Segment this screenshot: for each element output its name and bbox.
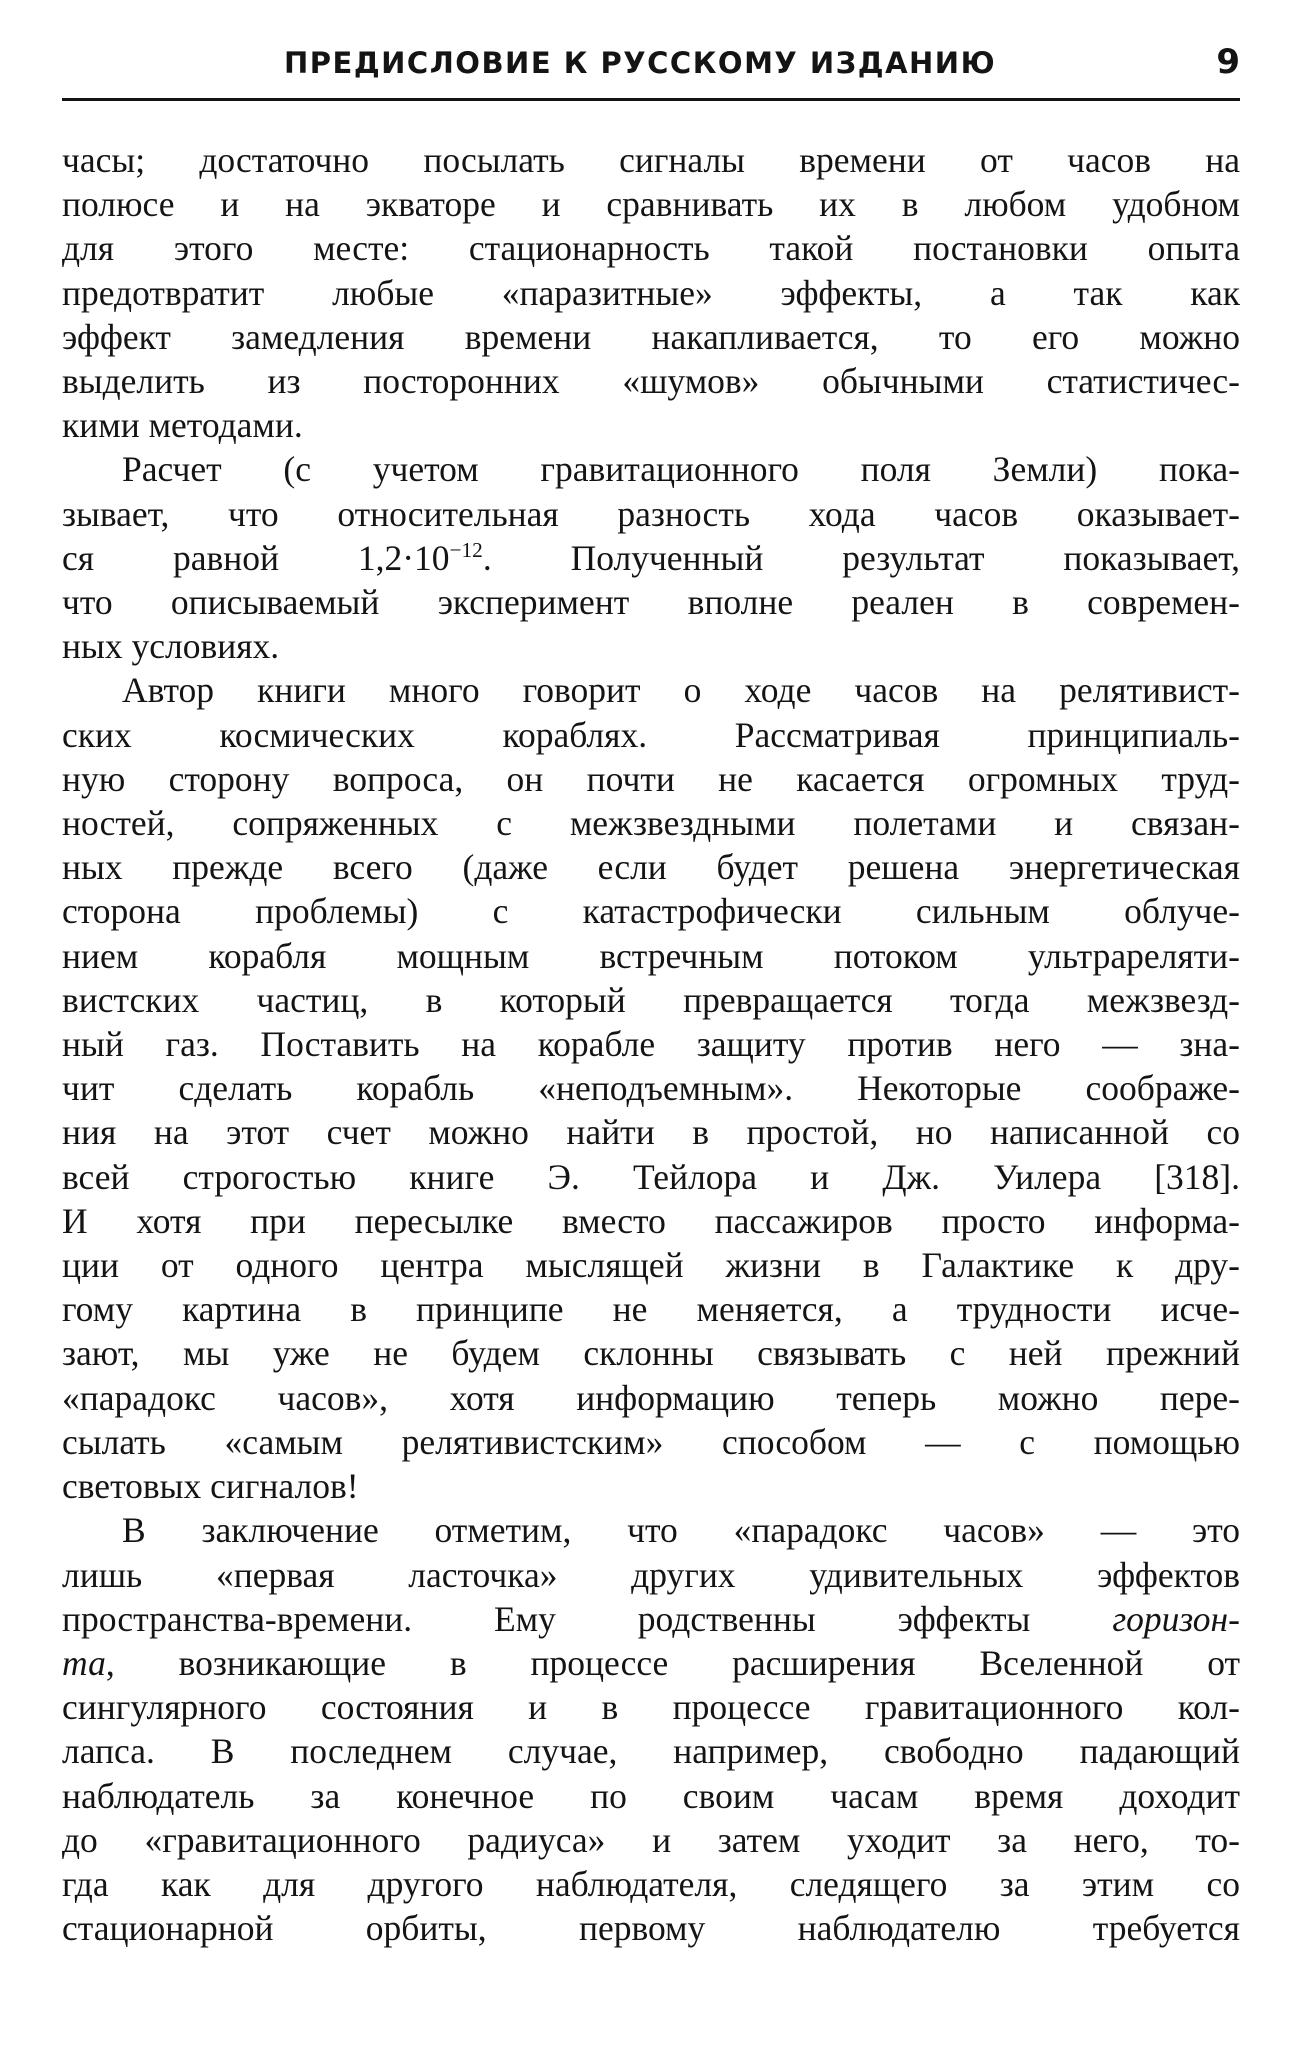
running-title: ПРЕДИСЛОВИЕ К РУССКОМУ ИЗДАНИЮ	[284, 46, 997, 80]
text-line	[62, 1641, 1240, 1685]
text-line: всей строгостью книге Э. Тейлора и Дж. Уилера [318].	[62, 1156, 1240, 1197]
text-line: полюсе и на экваторе и сравнивать их в любом удобном	[62, 184, 1240, 225]
text-line: ный газ. Поставить на корабле защиту против него — зна-	[62, 1024, 1240, 1065]
text-line: гда как для другого наблюдателя, следящего за этим со	[62, 1863, 1240, 1904]
formula-line	[62, 536, 1240, 580]
text-line: лапса. В последнем случае, например, свободно падающий	[62, 1731, 1240, 1772]
text-line: зывает, что относительная разность хода часов оказывает-	[62, 493, 1240, 534]
text-line: И хотя при пересылке вместо пассажиров просто информа-	[62, 1200, 1240, 1241]
page-number: 9	[1216, 42, 1240, 82]
text-line: до «гравитационного радиуса» и затем уходит за него, то-	[62, 1819, 1240, 1860]
text-line	[62, 1597, 1240, 1641]
text-line: ния на этот счет можно найти в простой, но написанной со	[62, 1112, 1240, 1153]
running-header	[62, 30, 1240, 100]
text-line: для этого месте: стационарность такой постановки опыта	[62, 228, 1240, 269]
text-line: сылать «самым релятивистским» способом — с помощью	[62, 1421, 1240, 1462]
paragraph-first-line: Расчет (с учетом гравитационного поля Земли) пока-	[122, 449, 1240, 490]
text-line: ностей, сопряженных с межзвездными полетами и связан-	[62, 803, 1240, 844]
paragraph-first-line: Автор книги много говорит о ходе часов на релятивист-	[122, 670, 1240, 711]
text-line: что описываемый эксперимент вполне реален в современ-	[62, 582, 1240, 623]
text-line: наблюдатель за конечное по своим часам время доходит	[62, 1775, 1240, 1816]
text-run: пространства-времени. Ему родственны эффекты	[62, 1598, 1113, 1639]
text-line: ции от одного центра мыслящей жизни в Галактике к дру-	[62, 1245, 1240, 1286]
text-line: кими методами.	[62, 405, 303, 446]
text-line: ных условиях.	[62, 626, 280, 667]
text-line: лишь «первая ласточка» других удивительных эффектов	[62, 1554, 1240, 1595]
text-line: выделить из посторонних «шумов» обычными статистичес-	[62, 361, 1240, 402]
book-page	[62, 30, 1240, 1950]
text-line: вистских частиц, в который превращается тогда межзвезд-	[62, 979, 1240, 1020]
italic-term: та	[62, 1642, 106, 1683]
text-line: световых сигналов!	[62, 1466, 359, 1507]
italic-term: горизон-	[1112, 1598, 1240, 1639]
text-line: гому картина в принципе не меняется, а трудности исче-	[62, 1289, 1240, 1330]
formula-text-after: . Полученный результат показывает,	[482, 537, 1240, 578]
body-text	[62, 138, 1240, 1950]
text-line: нием корабля мощным встречным потоком ультрареляти-	[62, 935, 1240, 976]
formula-text-before: ся равной 1,2·10	[62, 537, 450, 578]
text-line: сторона проблемы) с катастрофически сильным облуче-	[62, 891, 1240, 932]
text-line: эффект замедления времени накапливается, то его можно	[62, 316, 1240, 357]
text-line: «парадокс часов», хотя информацию теперь можно пере-	[62, 1377, 1240, 1418]
paragraph-first-line: В заключение отметим, что «парадокс часов» — это	[122, 1510, 1240, 1551]
text-line: ских космических кораблях. Рассматривая принципиаль-	[62, 714, 1240, 755]
text-line: стационарной орбиты, первому наблюдателю требуется	[62, 1908, 1240, 1949]
text-run: , возникающие в процессе расширения Вселенной от	[105, 1642, 1240, 1683]
text-line: ных прежде всего (даже если будет решена энергетическая	[62, 847, 1240, 888]
header-rule	[62, 98, 1240, 101]
text-line: сингулярного состояния и в процессе гравитационного кол-	[62, 1687, 1240, 1728]
text-line: часы; достаточно посылать сигналы времени от часов на	[62, 140, 1240, 180]
text-line: ную сторону вопроса, он почти не касается огромных труд-	[62, 758, 1240, 799]
formula-exponent: −12	[449, 538, 483, 563]
text-line: зают, мы уже не будем склонны связывать с ней прежний	[62, 1333, 1240, 1374]
text-line: чит сделать корабль «неподъемным». Некоторые соображе-	[62, 1068, 1240, 1109]
text-line: предотвратит любые «паразитные» эффекты, а так как	[62, 272, 1240, 313]
